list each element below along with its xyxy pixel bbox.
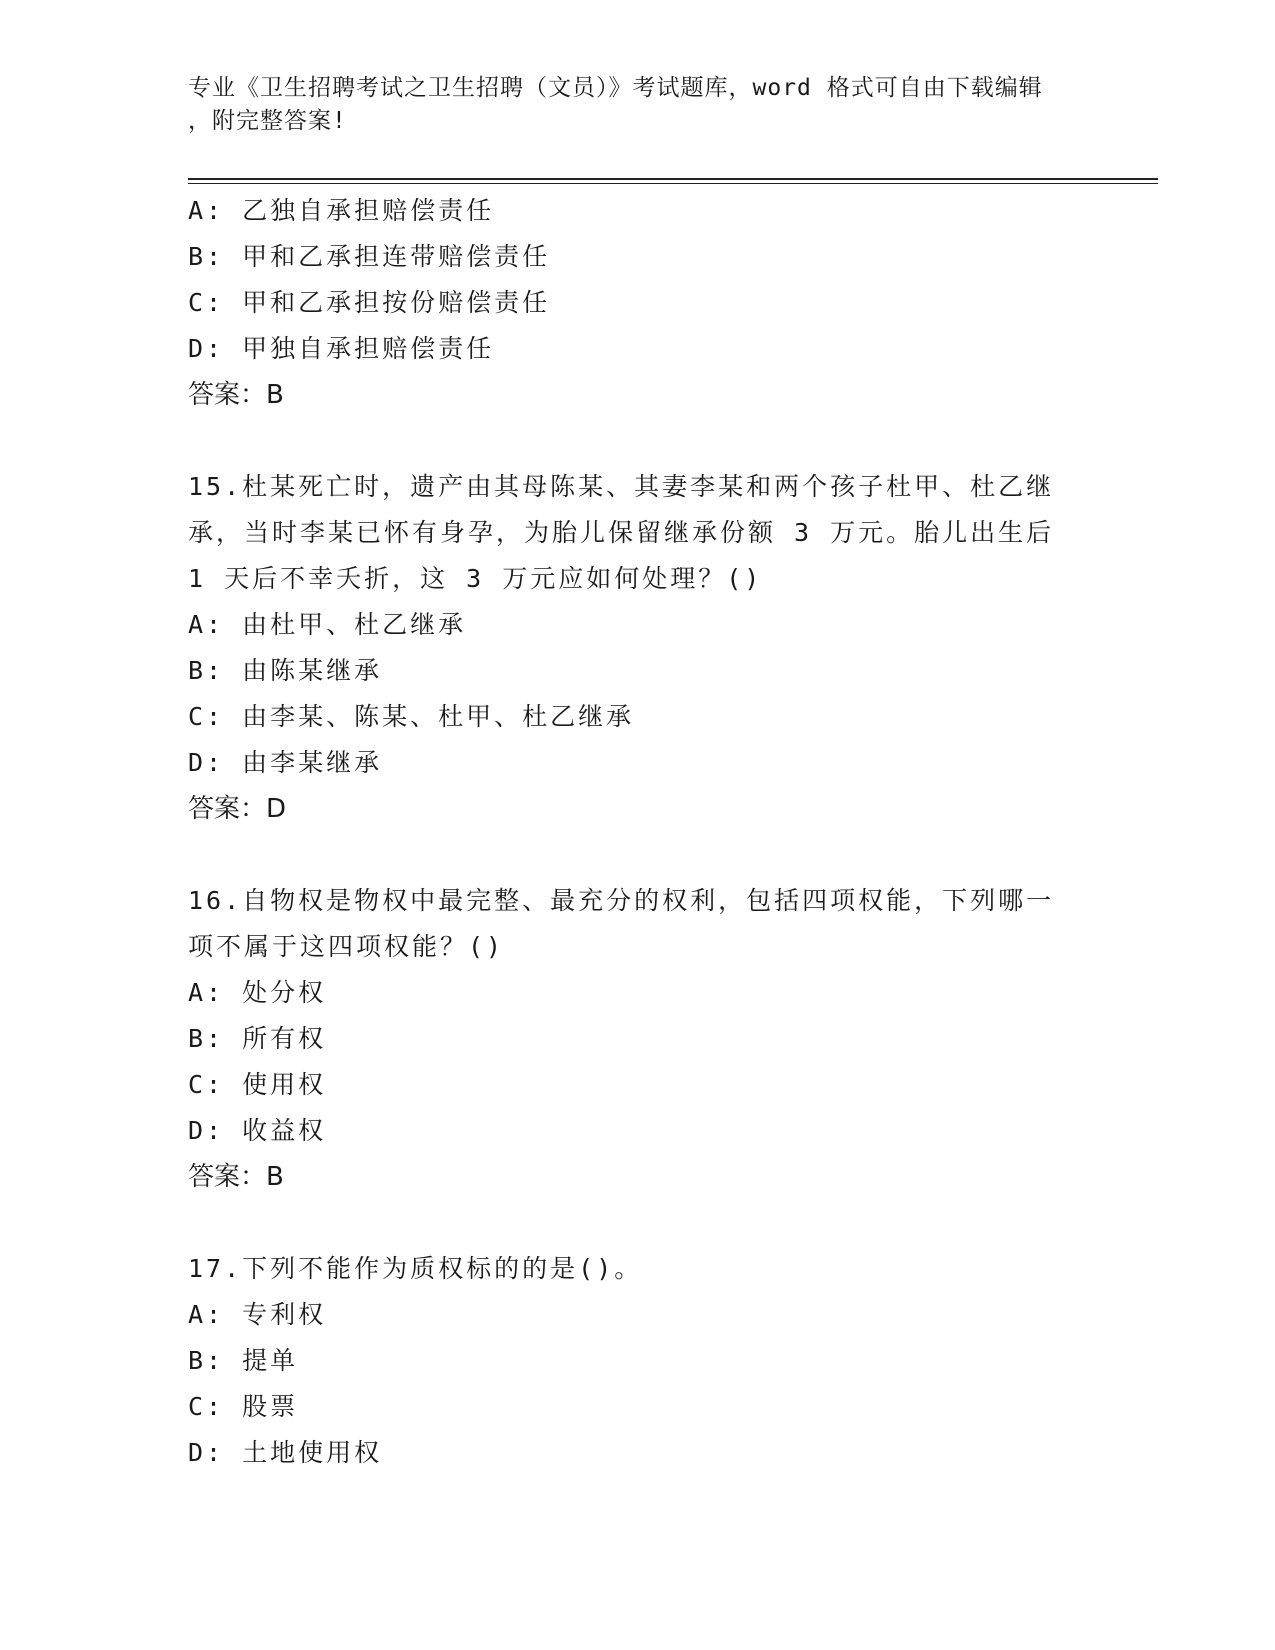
answer: 答案：D — [188, 794, 287, 824]
option-c: C: 使用权 — [188, 1070, 327, 1099]
question-stem-line: 15.杜某死亡时，遗产由其母陈某、其妻李某和两个孩子杜甲、杜乙继 — [188, 472, 1055, 501]
option-d: D: 由李某继承 — [188, 748, 383, 777]
option-b: B: 提单 — [188, 1346, 299, 1375]
question-17 — [188, 1246, 1088, 1476]
question-stem-line: 承，当时李某已怀有身孕，为胎儿保留继承份额 3 万元。胎儿出生后 — [188, 518, 1055, 547]
option-c: C: 由李某、陈某、杜甲、杜乙继承 — [188, 702, 635, 731]
option-d: D: 土地使用权 — [188, 1438, 383, 1467]
option-d: D: 收益权 — [188, 1116, 327, 1145]
option-d: D: 甲独自承担赔偿责任 — [188, 334, 495, 363]
option-a: A: 由杜甲、杜乙继承 — [188, 610, 467, 639]
option-a: A: 处分权 — [188, 978, 327, 1007]
answer: 答案：B — [188, 1162, 284, 1192]
option-a: A: 专利权 — [188, 1300, 327, 1329]
answer: 答案：B — [188, 380, 284, 410]
question-stem-line: 项不属于这四项权能？() — [188, 932, 505, 961]
question-stem-line: 16.自物权是物权中最完整、最充分的权利，包括四项权能，下列哪一 — [188, 886, 1055, 915]
header-line-2: ，附完整答案! — [188, 108, 347, 134]
header-divider — [188, 178, 1158, 180]
header-divider-thin — [188, 183, 1158, 184]
option-b: B: 甲和乙承担连带赔偿责任 — [188, 242, 551, 271]
question-16 — [188, 878, 1088, 1200]
question-15 — [188, 464, 1088, 832]
question-stem-line: 1 天后不幸夭折，这 3 万元应如何处理？() — [188, 564, 763, 593]
document-header — [188, 72, 1068, 138]
option-c: C: 股票 — [188, 1392, 299, 1421]
option-a: A: 乙独自承担赔偿责任 — [188, 196, 495, 225]
header-line-1: 专业《卫生招聘考试之卫生招聘（文员）》考试题库，word 格式可自由下载编辑 — [188, 75, 1043, 101]
question-list — [188, 188, 1088, 1476]
option-b: B: 所有权 — [188, 1024, 327, 1053]
question-14-tail — [188, 188, 1088, 418]
option-b: B: 由陈某继承 — [188, 656, 383, 685]
question-stem-line: 17.下列不能作为质权标的的是()。 — [188, 1254, 643, 1283]
option-c: C: 甲和乙承担按份赔偿责任 — [188, 288, 551, 317]
